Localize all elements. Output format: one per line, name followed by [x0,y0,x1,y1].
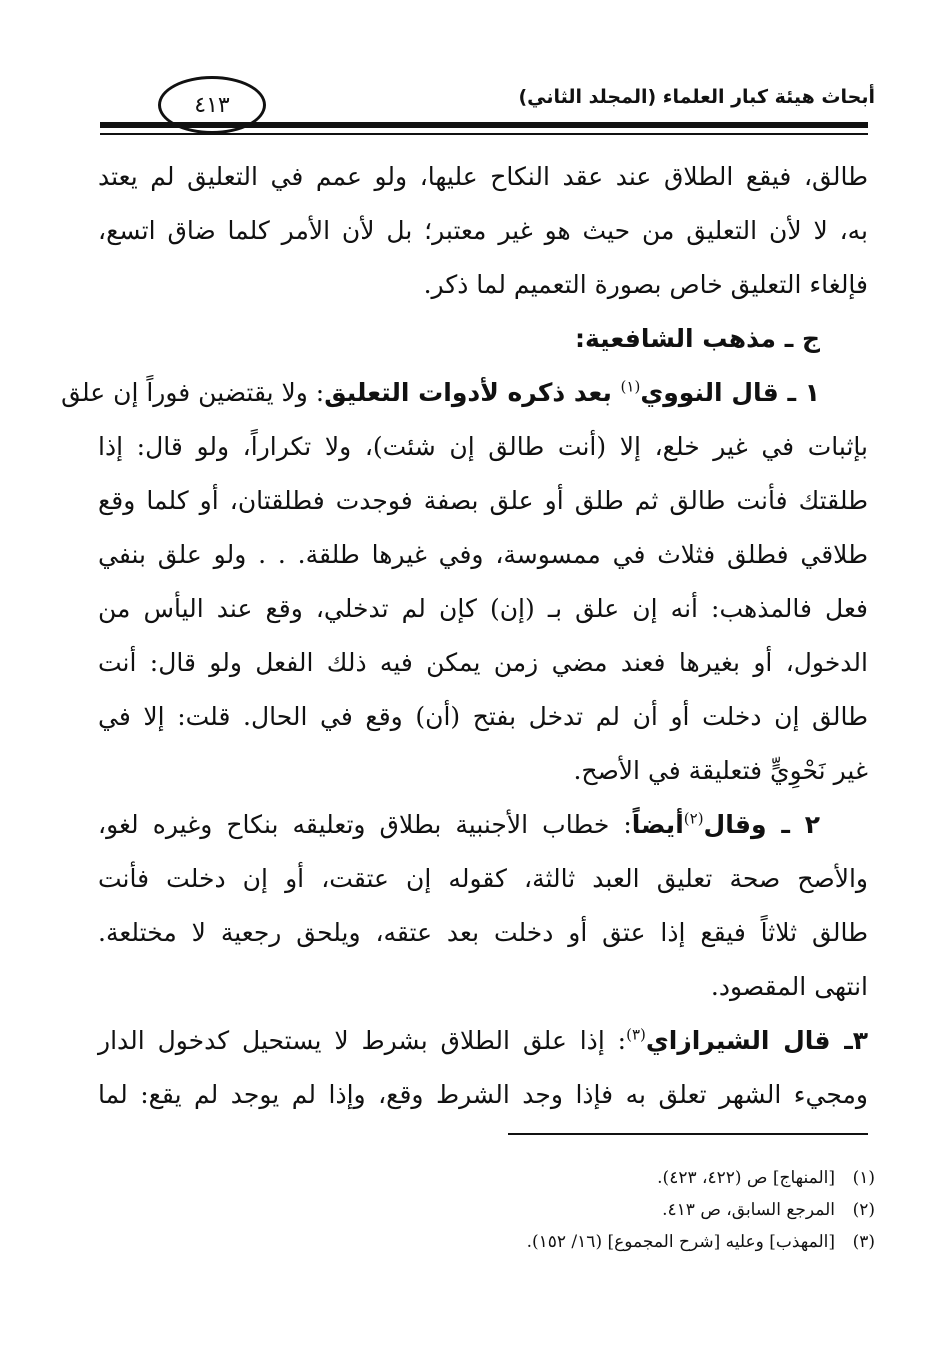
footnote-ref-2: (٢) [683,809,704,828]
main-text [61,150,869,1122]
page-number-text: ٤١٣ [194,92,230,118]
paragraph-3-first-line [98,1014,868,1068]
paragraph-1-lead: ١ ـ قال النووي [640,378,820,407]
text-line: والأصح صحة تعليق العبد ثالثة، كقوله إن عتقت، أو إن دخلت فأنت [98,864,868,893]
text-line: بإثبات في غير خلع، إلا (أنت طالق إن شئت)، ولا تكراراً، ولو قال: إذا [98,432,868,461]
text-line: غير نَحْوِيٍّ فتعليقة في الأصح. [573,756,868,785]
text-line: الدخول، أو بغيرها فعند مضي زمن يمكن فيه ذلك الفعل ولو قال: أنت [98,648,868,677]
paragraph-1-bold: بعد ذكره لأدوات التعليق [324,378,621,407]
text-line: فإلغاء التعليق خاص بصورة التعميم لما ذكر. [423,270,868,299]
footnote [527,1226,875,1258]
text-line: طالق ثلاثاً فيقع إذا عتق أو دخلت بعد عتقه، ويلحق رجعية لا مختلعة. [98,918,868,947]
section-heading: ج ـ مذهب الشافعية: [574,324,820,353]
footnote-text: المرجع السابق، ص ٤١٣. [662,1200,835,1220]
footnotes [527,1162,875,1258]
text-line: ومجيء الشهر تعلق به فإذا وجد الشرط وقع، وإذا لم يوجد لم يقع: لما [98,1080,868,1109]
paragraph-3-rest: : إذا علق الطلاق بشرط لا يستحيل كدخول الدار [98,1026,627,1055]
text-line: طالق إن دخلت أو أن لم تدخل بفتح (أن) وقع في الحال. قلت: إلا في [98,702,868,731]
text-line: به، لا لأن التعليق من حيث هو غير معتبر؛ بل لأن الأمر كلما ضاق اتسع، [98,216,868,245]
footnote-text: [المهذب] وعليه [شرح المجموع] (١٦/ ١٥٢). [526,1232,835,1252]
footnote-separator [508,1133,868,1135]
footnote-ref-1: (١) [620,377,641,396]
running-title: أبحاث هيئة كبار العلماء (المجلد الثاني) [518,86,875,108]
paragraph-2-bold: أيضاً [631,810,684,839]
footnote-number: (٢) [852,1200,875,1220]
text-line: طالق، فيقع الطلاق عند عقد النكاح عليها، ولو عمم في التعليق لم يعتد [98,162,868,191]
paragraph-1-first-line [61,366,868,420]
header-rule-thin [100,133,868,135]
footnote-number: (٣) [852,1232,875,1252]
paragraph-1-rest: : ولا يقتضين فوراً إن علق [61,378,325,407]
footnote [527,1194,875,1226]
header-rule-thick [100,122,868,128]
text-line: طلاقي فطلق فثلاث في ممسوسة، وفي غيرها طلقة. . . ولو علق بنفي [98,540,868,569]
text-line: فعل فالمذهب: أنه إن علق بـ (إن) كإن لم تدخلي، وقع عند اليأس من [98,594,868,623]
text-line: طلقتك فأنت طالق ثم طلق أو علق بصفة فوجدت فطلقتان، أو كلما وقع [98,486,868,515]
paragraph-2-rest: : خطاب الأجنبية بطلاق وتعليقه بنكاح وغيره لغو، [98,810,632,839]
paragraph-3-lead: ٣ـ قال الشيرازاي [645,1026,869,1055]
text-line: انتهى المقصود. [710,972,868,1001]
footnote-number: (١) [852,1168,875,1188]
footnote [527,1162,875,1194]
footnote-text: [المنهاج] ص (٤٢٢، ٤٢٣). [657,1168,835,1188]
footnote-ref-3: (٣) [626,1025,646,1044]
paragraph-2-lead: ٢ ـ وقال [703,810,820,839]
paragraph-2-first-line [98,798,868,852]
